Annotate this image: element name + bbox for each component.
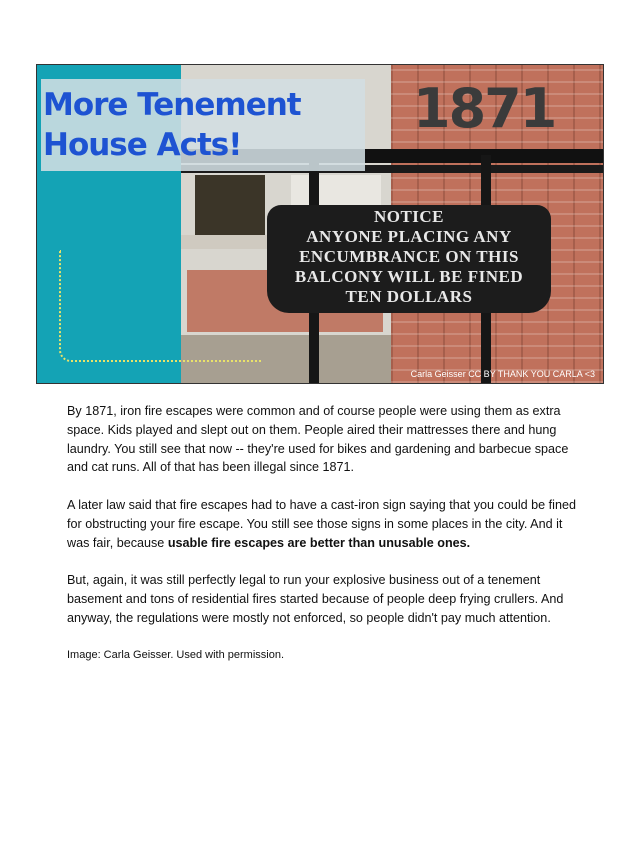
sign-text xyxy=(273,207,545,307)
notes-paragraph-2 xyxy=(67,496,579,552)
sign-line: BALCONY WILL BE FINED xyxy=(294,267,524,286)
notes-paragraph-2-text: A later law said that fire escapes had to have a cast-iron sign saying that you could be fined for obstructing your fire escape. You still see those signs in some places in the city. And it was fair, because xyxy=(67,497,576,550)
notes-paragraph-3: But, again, it was still perfectly legal to run your explosive business out of a tenement basement and tons of residential fires started because of people deep frying crullers. And anyway, the regulations were mostly not enforced, so people didn't pay much attention. xyxy=(67,573,564,625)
speaker-notes xyxy=(67,402,579,684)
title-line-1: More Tenement xyxy=(43,87,301,123)
year-label: 1871 xyxy=(413,77,556,140)
notes-paragraph-1: By 1871, iron fire escapes were common and of course people were using them as extra space. Kids played and slept out on them. People aired their mattresses there and hung laundry. You still see that now -- they're used for bikes and gardening and barbecue space and cat runs. All of that has been illegal since 1871. xyxy=(67,404,569,475)
dotted-decoration xyxy=(59,250,261,362)
window-pane-dark xyxy=(195,175,265,235)
sign-line: TEN DOLLARS xyxy=(345,287,473,306)
image-credit: Image: Carla Geisser. Used with permission. xyxy=(67,649,285,662)
sign-line: ENCUMBRANCE ON THIS xyxy=(299,247,519,266)
sign-line: ANYONE PLACING ANY xyxy=(306,227,512,246)
slide-image xyxy=(36,64,604,384)
sign-line: NOTICE xyxy=(373,207,445,226)
title-line-2: House Acts! xyxy=(43,127,242,163)
notes-emphasis: usable fire escapes are better than unusable ones. xyxy=(167,535,471,550)
photo-credit: Carla Geisser CC BY THANK YOU CARLA <3 xyxy=(410,369,595,379)
slide-title xyxy=(43,85,301,165)
